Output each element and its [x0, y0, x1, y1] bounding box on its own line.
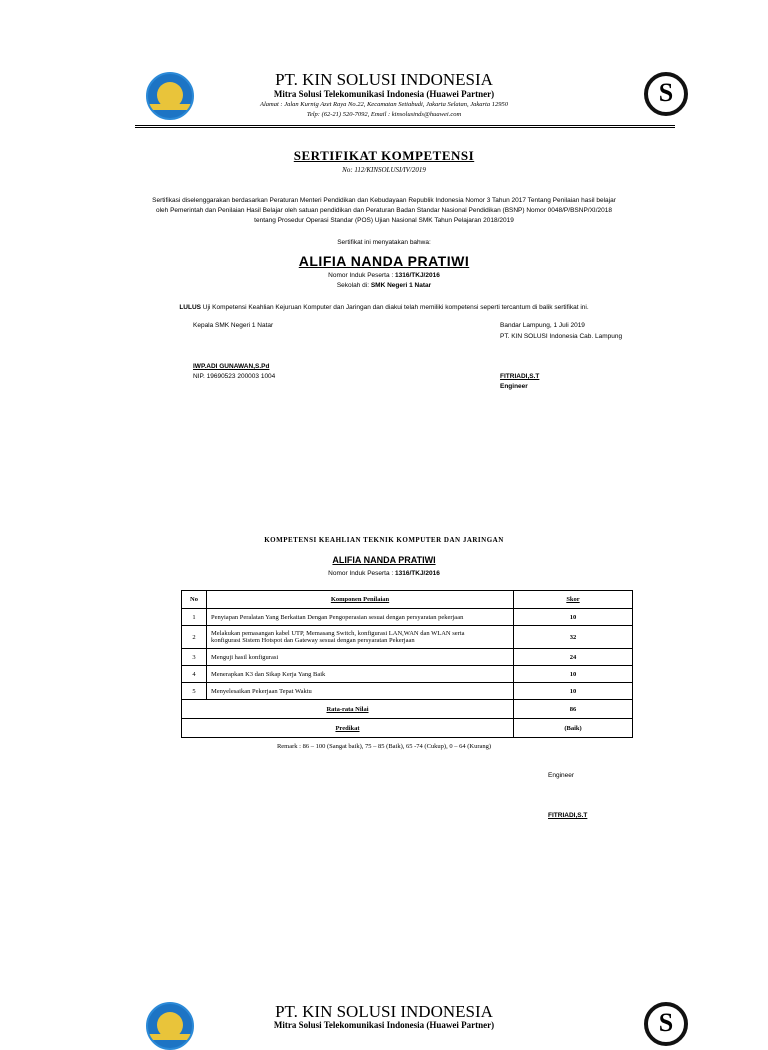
row-no: 4 [182, 666, 207, 683]
row-component: Melakukan pemasangan kabel UTP, Memasang Switch, konfigurasi LAN,WAN dan WLAN serta konfigurasi Sistem Hotspot dan Gateway sesuai dengan persyaratan Pekerjaan [207, 626, 514, 649]
predicate-row [182, 719, 633, 738]
right-signer-name: FITRIADI,S.T [500, 373, 540, 380]
predicate-label: Predikat [182, 719, 514, 738]
left-signer-role: Kepala SMK Negeri 1 Natar [193, 322, 274, 329]
kin-solusi-logo: S [644, 72, 688, 116]
statement: Sertifikat ini menyatakan bahwa: [337, 239, 431, 246]
table-row [182, 609, 633, 626]
intro-line-3: tentang Prosedur Operasi Standar (POS) Ujian Nasional SMK Tahun Pelajaran 2018/2019 [254, 217, 514, 224]
row-no: 5 [182, 683, 207, 700]
row-no: 1 [182, 609, 207, 626]
company-subtitle: Mitra Solusi Telekomunikasi Indonesia (Huawei Partner) [273, 89, 495, 99]
score-table [181, 590, 633, 738]
competency-title: KOMPETENSI KEAHLIAN TEKNIK KOMPUTER DAN JARINGAN [264, 536, 504, 544]
right-place-date: Bandar Lampung, 1 Juli 2019 [500, 322, 585, 329]
col-no: No [182, 591, 207, 609]
row-component: Menyelesaikan Pekerjaan Tepat Waktu [207, 683, 514, 700]
left-signer-name: IWP.ADI GUNAWAN,S.Pd [193, 363, 270, 370]
pass-statement: LULUS Uji Kompetensi Keahlian Kejuruan Komputer dan Jaringan dan diakui telah memiliki kompetensi seperti tercantum di balik sertifikat ini. [179, 304, 589, 311]
left-signer-nip: NIP. 19690523 200003 1004 [193, 373, 276, 380]
next-page-subtitle: Mitra Solusi Telekomunikasi Indonesia (Huawei Partner) [273, 1020, 495, 1030]
row-score: 10 [514, 683, 633, 700]
row-component: Menerapkan K3 dan Sikap Kerja Yang Baik [207, 666, 514, 683]
company-contact: Telp: (62-21) 520-7092, Email : kinsolusinds@huawei.com [306, 111, 462, 118]
average-row [182, 700, 633, 719]
average-value: 86 [514, 700, 633, 719]
grading-remark: Remark : 86 – 100 (Sangat baik), 75 – 85 (Baik), 65 -74 (Cukup), 0 – 64 (Kurang) [276, 743, 492, 750]
kin-solusi-logo-next: S [644, 1002, 688, 1046]
row-no: 2 [182, 626, 207, 649]
certificate-title: SERTIFIKAT KOMPETENSI [293, 148, 475, 163]
table-row [182, 683, 633, 700]
row-score: 24 [514, 649, 633, 666]
table-header-row [182, 591, 633, 609]
participant-number: Nomor Induk Peserta : 1316/TKJ/2016 [328, 272, 440, 279]
certificate-number: No: 112/KINSOLUSI/IV/2019 [342, 166, 426, 174]
col-component: Komponen Penilaian [207, 591, 514, 609]
row-no: 3 [182, 649, 207, 666]
next-page-company-name: PT. KIN SOLUSI INDONESIA [275, 1002, 493, 1021]
table-row [182, 649, 633, 666]
engineer-name: FITRIADI,S.T [548, 812, 588, 819]
col-score: Skor [514, 591, 633, 609]
company-name: PT. KIN SOLUSI INDONESIA [275, 70, 493, 89]
school: Sekolah di: SMK Negeri 1 Natar [336, 282, 432, 289]
header-rule [135, 125, 675, 126]
average-label: Rata-rata Nilai [182, 700, 514, 719]
right-signer-role: Engineer [500, 383, 528, 390]
right-signer-org: PT. KIN SOLUSI Indonesia Cab. Lampung [500, 333, 623, 340]
table-row [182, 626, 633, 649]
table-row [182, 666, 633, 683]
company-address: Alamat : Jalan Kurnig Azet Raya No.22, Kecamatan Setiabudi, Jakarta Selatan, Jakarta 12950 [260, 101, 508, 108]
row-component: Penyiapan Peralatan Yang Berkaitan Dengan Pengoperasian sesuai dengan persyaratan pekerjaan [207, 609, 514, 626]
intro-line-2: oleh Pemerintah dan Penilaian Hasil Belajar oleh satuan pendidikan dan Peraturan Badan Standar Nasional Pendidikan (BSNP) Nomor 0048/P/BSNP/XI/2018 [155, 207, 612, 214]
engineer-role: Engineer [548, 772, 575, 779]
predicate-value: (Baik) [514, 719, 633, 738]
row-component: Menguji hasil konfigurasi [207, 649, 514, 666]
header-rule-2 [135, 127, 675, 128]
row-score: 10 [514, 666, 633, 683]
competency-participant-number: Nomor Induk Peserta : 1316/TKJ/2016 [328, 570, 440, 577]
row-score: 32 [514, 626, 633, 649]
intro-line-1: Sertifikasi diselenggarakan berdasarkan Peraturan Menteri Pendidikan dan Kebudayaan Republik Indonesia Nomor 3 Tahun 2017 Tentang Penilaian hasil belajar [152, 197, 616, 204]
row-score: 10 [514, 609, 633, 626]
recipient-name: ALIFIA NANDA PRATIWI [298, 253, 470, 269]
competency-recipient-name: ALIFIA NANDA PRATIWI [332, 555, 436, 565]
